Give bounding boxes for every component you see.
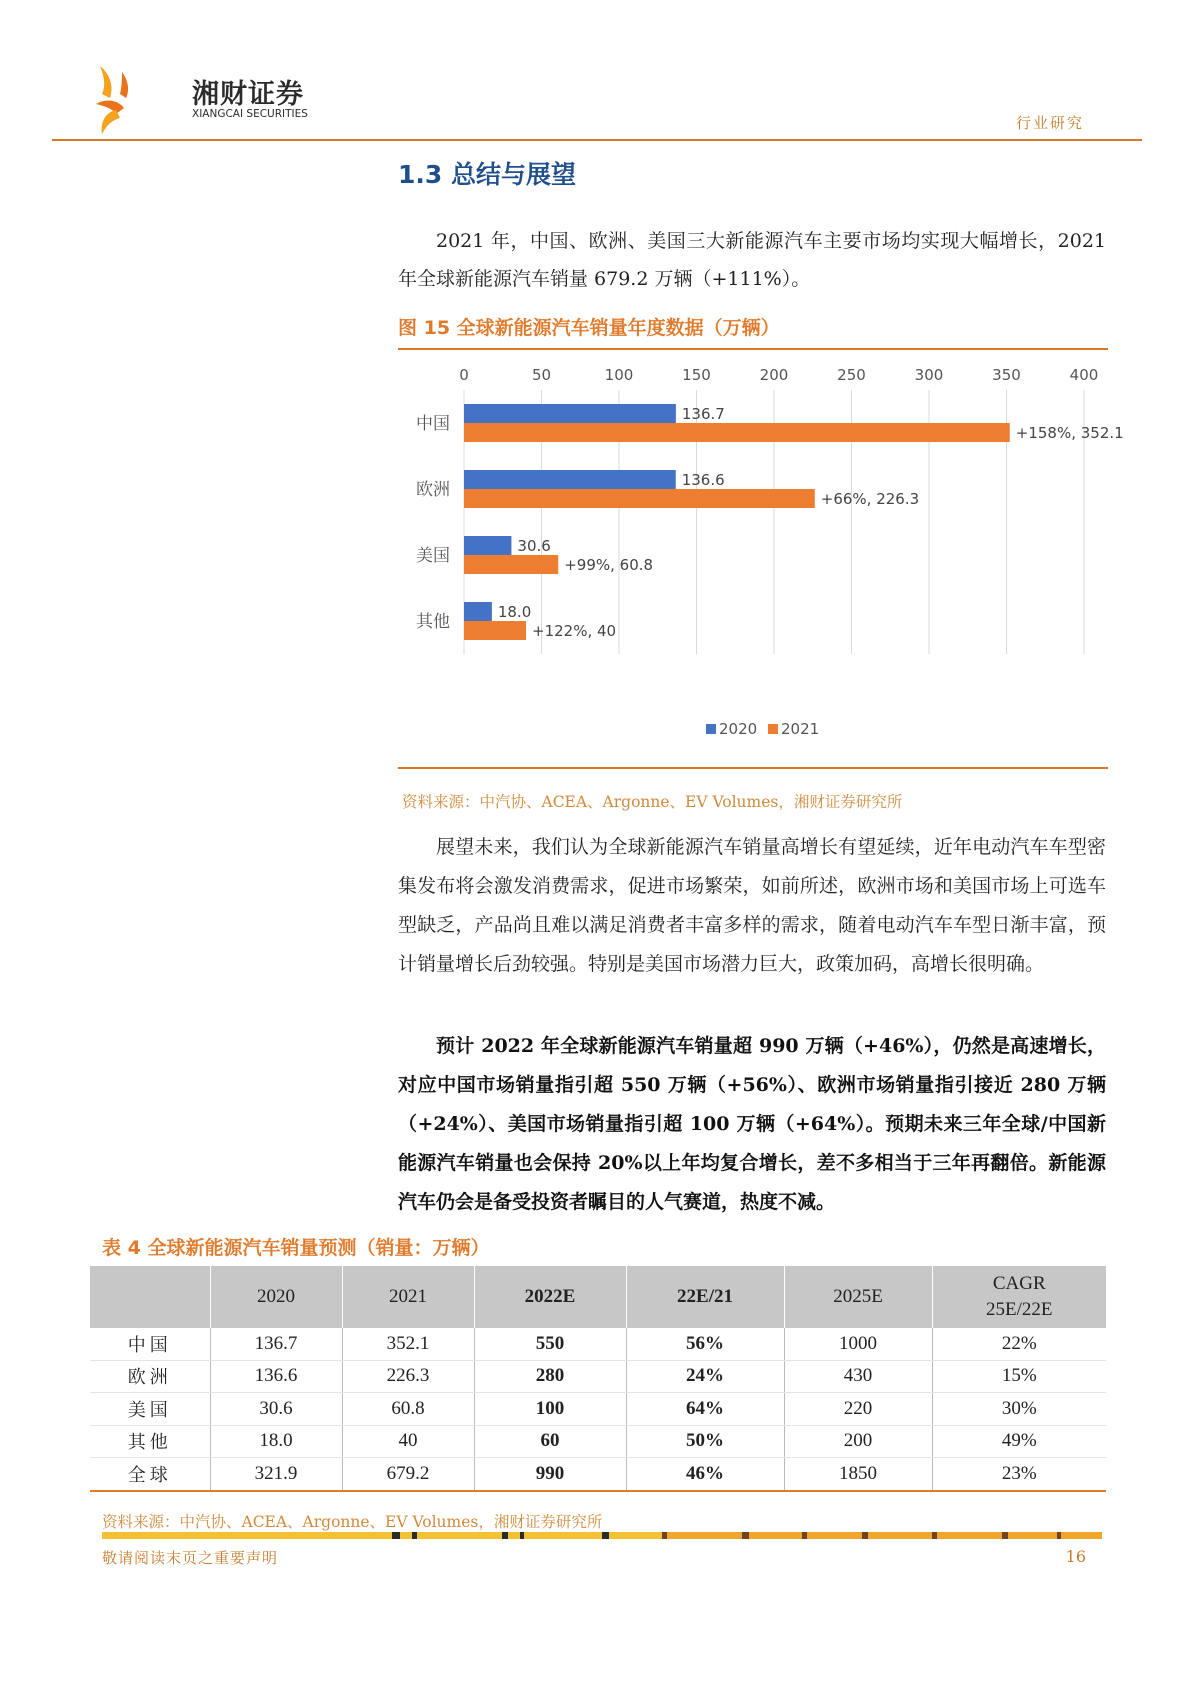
table-cell: 100	[474, 1393, 626, 1426]
x-tick-label: 200	[759, 366, 789, 384]
table-cell: 679.2	[342, 1458, 474, 1491]
table-header-cell: 2025E	[784, 1266, 932, 1328]
section-title: 1.3 总结与展望	[398, 160, 576, 189]
data-label: 18.0	[497, 603, 532, 621]
data-label: 30.6	[517, 537, 551, 555]
bar-2021	[464, 423, 1010, 442]
x-tick-label: 150	[682, 366, 711, 384]
table-header-cell: 22E/21	[626, 1266, 784, 1328]
bar-2020	[464, 470, 676, 489]
report-category: 行业研究	[1015, 114, 1084, 132]
table-cell: 990	[474, 1458, 626, 1491]
legend-label: 2021	[781, 720, 820, 738]
table-cell: 46%	[626, 1458, 784, 1491]
table-cell: 24%	[626, 1360, 784, 1393]
legend-swatch	[768, 724, 778, 734]
table-title: 表 4 全球新能源汽车销量预测（销量：万辆）	[102, 1237, 490, 1259]
figure-top-rule	[398, 348, 1108, 350]
category-label: 中国	[416, 414, 450, 434]
table-header-cell	[90, 1266, 210, 1328]
table-cell: 49%	[932, 1425, 1106, 1458]
page-header	[52, 56, 1142, 142]
table-cell: 23%	[932, 1458, 1106, 1491]
table-header-row	[90, 1266, 1106, 1328]
table-cell: 其他	[90, 1425, 210, 1458]
bar-2021	[464, 555, 558, 574]
x-tick-label: 250	[837, 366, 866, 384]
table-cell: 226.3	[342, 1360, 474, 1393]
table-row-total	[90, 1458, 1106, 1491]
table-header-cell: 2021	[342, 1266, 474, 1328]
data-label: 136.7	[681, 405, 725, 423]
page-number: 16	[1065, 1547, 1086, 1566]
table-cell: 中国	[90, 1328, 210, 1360]
table-cell: 1000	[784, 1328, 932, 1360]
legend-swatch	[706, 724, 716, 734]
legend-label: 2020	[719, 720, 758, 738]
intro-paragraph: 2021 年，中国、欧洲、美国三大新能源汽车主要市场均实现大幅增长，2021 年全球新能源汽车销量 679.2 万辆（+111%）。	[398, 230, 1106, 290]
forecast-table	[90, 1266, 1106, 1492]
bar-2020	[464, 404, 676, 423]
table-cell: 280	[474, 1360, 626, 1393]
table-source: 资料来源：中汽协、ACEA、Argonne、EV Volumes，湘财证券研究所	[102, 1513, 603, 1531]
table-cell: 15%	[932, 1360, 1106, 1393]
footer-disclaimer: 敬请阅读末页之重要声明	[102, 1549, 279, 1567]
table-row	[90, 1393, 1106, 1426]
figure-title: 图 15 全球新能源汽车销量年度数据（万辆）	[398, 317, 780, 339]
table-row	[90, 1360, 1106, 1393]
table-cell: 200	[784, 1425, 932, 1458]
data-label: +99%, 60.8	[564, 556, 654, 574]
xiangcai-logo-icon	[92, 64, 136, 136]
table-cell: 60	[474, 1425, 626, 1458]
table-cell: 18.0	[210, 1425, 342, 1458]
table-cell: 30.6	[210, 1393, 342, 1426]
logo-english-name: XIANGCAI SECURITIES	[192, 108, 308, 120]
table-cell: 30%	[932, 1393, 1106, 1426]
table-row	[90, 1328, 1106, 1360]
table-cell: 全球	[90, 1458, 210, 1491]
figure-source: 资料来源：中汽协、ACEA、Argonne、EV Volumes，湘财证券研究所	[402, 793, 903, 811]
category-label: 欧洲	[416, 480, 450, 500]
data-label: 136.6	[681, 471, 725, 489]
table-cell: 60.8	[342, 1393, 474, 1426]
table-cell: 220	[784, 1393, 932, 1426]
data-label: +66%, 226.3	[820, 490, 920, 508]
table-cell: 美国	[90, 1393, 210, 1426]
data-label: +158%, 352.1	[1015, 424, 1124, 442]
x-tick-label: 0	[459, 366, 469, 384]
table-cell: 22%	[932, 1328, 1106, 1360]
table-header-cell: 2020	[210, 1266, 342, 1328]
bar-2020	[464, 602, 492, 621]
bar-2020	[464, 536, 511, 555]
figure-bottom-rule	[398, 767, 1108, 769]
table-header-cell-cagr: CAGR 25E/22E	[932, 1266, 1106, 1328]
x-tick-label: 350	[992, 366, 1021, 384]
table-cell: 550	[474, 1328, 626, 1360]
x-tick-label: 50	[531, 366, 552, 384]
footer-decorative-bar	[102, 1532, 1102, 1539]
x-tick-label: 100	[604, 366, 634, 384]
data-label: +122%, 40	[532, 622, 617, 640]
table-cell: 64%	[626, 1393, 784, 1426]
table-cell: 430	[784, 1360, 932, 1393]
bar-chart	[398, 358, 1124, 758]
table-cell: 321.9	[210, 1458, 342, 1491]
table-header-cell: 2022E	[474, 1266, 626, 1328]
bar-2021	[464, 489, 815, 508]
table-cell: 1850	[784, 1458, 932, 1491]
x-tick-label: 300	[914, 366, 944, 384]
outlook-paragraph-1: 展望未来，我们认为全球新能源汽车销量高增长有望延续，近年电动汽车车型密集发布将会激发消费需求，促进市场繁荣，如前所述，欧洲市场和美国市场上可选车型缺乏，产品尚且难以满足消费者丰富多样的需求，随着电动汽车车型日渐丰富，预计销量增长后劲较强。特别是美国市场潜力巨大，政策加码，高增长很明确。	[398, 836, 1106, 975]
category-label: 美国	[416, 546, 450, 566]
table-cell: 136.6	[210, 1360, 342, 1393]
table-cell: 136.7	[210, 1328, 342, 1360]
table-cell: 352.1	[342, 1328, 474, 1360]
table-cell: 欧洲	[90, 1360, 210, 1393]
table-cell: 40	[342, 1425, 474, 1458]
table-cell: 56%	[626, 1328, 784, 1360]
header-divider	[52, 139, 1142, 141]
outlook-paragraph-2: 预计 2022 年全球新能源汽车销量超 990 万辆（+46%），仍然是高速增长，对应中国市场销量指引超 550 万辆（+56%）、欧洲市场销量指引接近 280 万辆（+24%）、美国市场销量指引超 100 万辆（+64%）。预期未来三年全球/中国新能源汽车销量也会保持 20%以上年均复合增长，差不多相当于三年再翻倍。新能源汽车仍会是备受投资者瞩目的人气赛道，热度不减。	[398, 1035, 1106, 1213]
table-row	[90, 1425, 1106, 1458]
bar-2021	[464, 621, 526, 640]
x-tick-label: 400	[1069, 366, 1099, 384]
category-label: 其他	[416, 612, 450, 632]
logo-chinese-name: 湘财证券	[192, 79, 304, 110]
table-cell: 50%	[626, 1425, 784, 1458]
